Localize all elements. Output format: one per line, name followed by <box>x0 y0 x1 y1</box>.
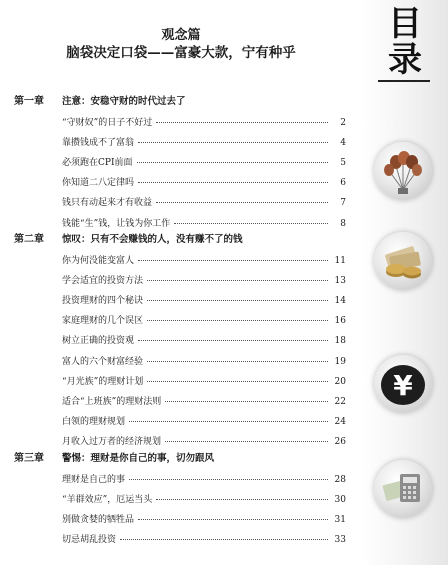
coins-and-banknotes-icon <box>374 232 432 290</box>
entry-title: “羊群效应”，厄运当头 <box>62 495 153 506</box>
page-number: 24 <box>334 416 346 427</box>
toc-entry[interactable] <box>62 216 346 232</box>
dot-leader <box>147 271 328 281</box>
toc-entry[interactable] <box>62 414 346 430</box>
dot-leader <box>138 133 328 143</box>
chapter-heading[interactable] <box>14 94 359 110</box>
page-number: 14 <box>334 296 346 307</box>
toc-entry[interactable] <box>62 354 346 370</box>
dot-leader <box>129 412 328 422</box>
toc-entry[interactable] <box>62 115 346 131</box>
page-number: 6 <box>340 178 346 189</box>
page-number: 13 <box>334 276 346 287</box>
dot-leader <box>174 214 328 224</box>
dot-leader <box>138 251 328 261</box>
page-number: 20 <box>334 376 346 387</box>
toc-entry[interactable] <box>62 434 346 450</box>
calculator-and-cash-icon <box>374 460 432 518</box>
entry-title: 树立正确的投资观 <box>62 336 135 347</box>
chapter-number: 第一章 <box>14 96 44 107</box>
toc-entry[interactable] <box>62 374 346 390</box>
dot-leader <box>147 352 328 362</box>
contents-heading <box>380 6 430 78</box>
chapter-title: 警惕：理财是你自己的事，切勿跟风 <box>62 453 215 464</box>
page-number: 30 <box>334 495 346 506</box>
heading-divider <box>378 80 430 82</box>
entry-title: 投资理财的四个秘诀 <box>62 296 144 307</box>
toc-entry[interactable] <box>62 313 346 329</box>
dot-leader <box>147 311 328 321</box>
chapter-title: 注意：安稳守财的时代过去了 <box>62 96 186 107</box>
dot-leader <box>156 193 328 203</box>
chapter-heading[interactable] <box>14 451 359 467</box>
page-number: 16 <box>334 316 346 327</box>
toc-entry[interactable] <box>62 155 346 171</box>
entry-title: 理财是自己的事 <box>62 475 126 485</box>
toc-entry[interactable] <box>62 253 346 269</box>
dot-leader <box>147 291 328 301</box>
dot-leader <box>156 490 328 500</box>
dot-leader <box>165 392 328 402</box>
entry-title: 切忌胡乱投资 <box>62 535 117 546</box>
entry-title: 钱只有动起来才有收益 <box>62 198 153 209</box>
toc-entry[interactable] <box>62 394 346 410</box>
svg-text:¥: ¥ <box>393 369 413 402</box>
contents-char: 录 <box>388 40 422 80</box>
side-panel <box>362 0 448 565</box>
page-number: 7 <box>340 198 346 209</box>
dot-leader <box>129 470 328 480</box>
toc-entry[interactable] <box>62 492 346 508</box>
entry-title: 必须跑在CPI前面 <box>62 158 133 169</box>
entry-title: 学会适宜的投资方法 <box>62 276 144 287</box>
toc-entry[interactable] <box>62 273 346 289</box>
dot-leader <box>147 372 328 382</box>
page-number: 22 <box>334 396 346 407</box>
toc-entry[interactable] <box>62 472 346 488</box>
page-number: 33 <box>334 535 346 546</box>
toc-entry[interactable] <box>62 532 346 548</box>
entry-title: “守财奴”的日子不好过 <box>62 118 153 128</box>
contents-char: 目 <box>388 4 422 44</box>
toc-entry[interactable] <box>62 512 346 528</box>
dot-leader <box>138 510 328 520</box>
page-number: 28 <box>334 475 346 485</box>
entry-title: 月收入过万者的经济规划 <box>62 436 162 447</box>
page-number: 26 <box>334 436 346 447</box>
page-number: 18 <box>334 336 346 347</box>
part-subtitle: 脑袋决定口袋——富豪大款，宁有种乎 <box>66 45 296 61</box>
toc-entry[interactable] <box>62 195 346 211</box>
yen-sign-icon <box>374 355 432 413</box>
toc-entry[interactable] <box>62 333 346 349</box>
entry-title: 你为何没能变富人 <box>62 256 135 266</box>
dot-leader <box>137 153 329 163</box>
entry-title: 家庭理财的几个误区 <box>62 316 144 327</box>
dot-leader <box>156 113 328 123</box>
dot-leader <box>165 432 328 442</box>
entry-title: 白领的理财规划 <box>62 416 126 427</box>
page-number: 31 <box>334 515 346 526</box>
entry-title: 你知道二八定律吗 <box>62 178 135 189</box>
entry-title: 富人的六个财富经验 <box>62 356 144 367</box>
toc-entry[interactable] <box>62 175 346 191</box>
chapter-number: 第三章 <box>14 453 44 464</box>
entry-title: 适合“上班族”的理财法则 <box>62 396 162 407</box>
page-number: 8 <box>340 218 346 229</box>
entry-title: 靠攒钱成不了富翁 <box>62 138 135 149</box>
money-tree-balloons-icon <box>374 142 432 200</box>
entry-title: 别做贪婪的牺牲品 <box>62 515 135 526</box>
part-title: 观念篇 <box>161 28 201 43</box>
page-number: 5 <box>340 158 346 169</box>
dot-leader <box>120 530 328 540</box>
page-number: 11 <box>334 256 346 266</box>
page-number: 19 <box>334 356 346 367</box>
dot-leader <box>138 173 328 183</box>
toc-entry[interactable] <box>62 293 346 309</box>
page-number: 2 <box>340 118 346 128</box>
toc-entry[interactable] <box>62 135 346 151</box>
chapter-title: 惊叹：只有不会赚钱的人，没有赚不了的钱 <box>62 234 243 245</box>
entry-title: “月光族”的理财计划 <box>62 376 144 387</box>
chapter-number: 第二章 <box>14 234 44 245</box>
dot-leader <box>138 331 328 341</box>
page-number: 4 <box>340 138 346 149</box>
entry-title: 钱能“生”钱，让钱为你工作 <box>62 218 171 229</box>
chapter-heading[interactable] <box>14 232 359 248</box>
